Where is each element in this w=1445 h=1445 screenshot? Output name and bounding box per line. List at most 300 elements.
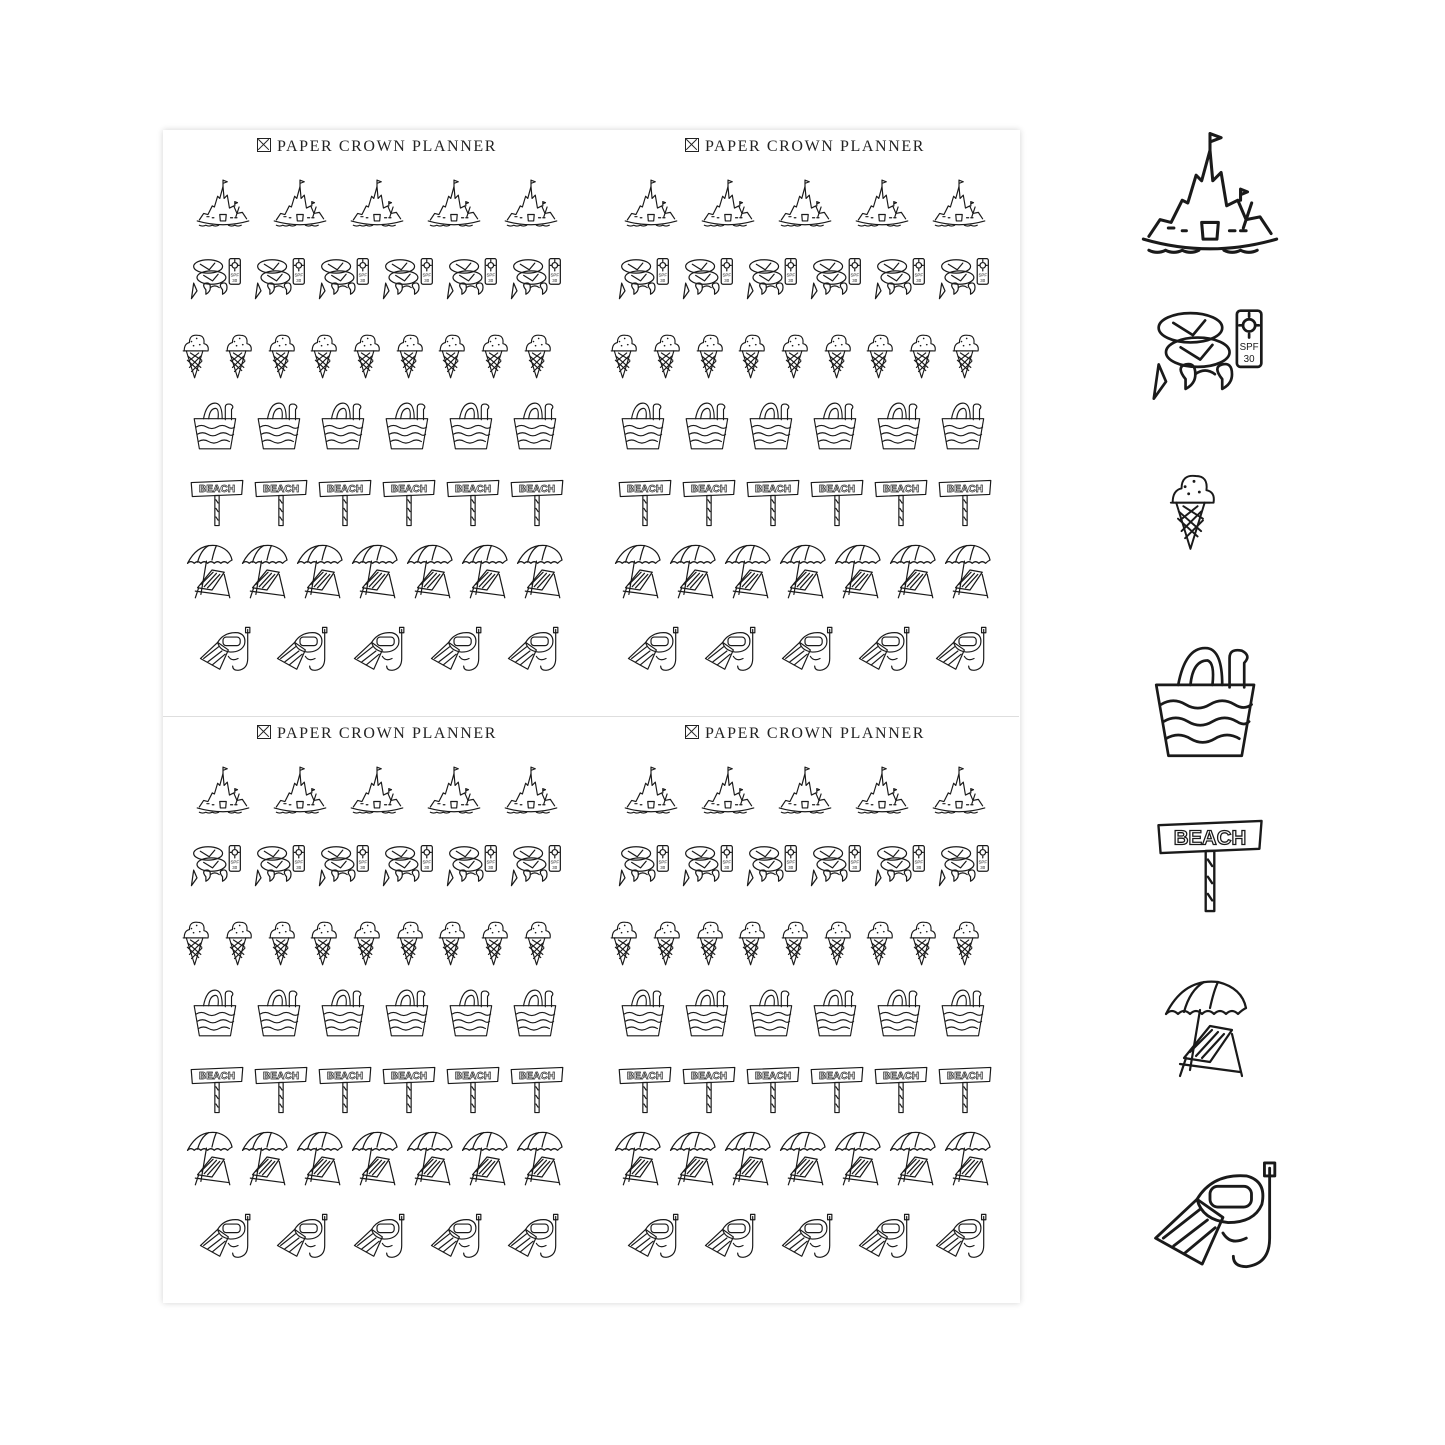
flipflops-sunscreen-sunglasses-icon <box>507 839 567 899</box>
svg-text:BEACH: BEACH <box>626 484 664 496</box>
sandcastle-icon <box>271 765 329 823</box>
sticker <box>379 252 439 312</box>
snorkel-gear-icon <box>425 622 483 680</box>
sticker <box>512 540 572 600</box>
svg-text:BEACH: BEACH <box>1173 827 1247 850</box>
svg-text:SPF: SPF <box>422 859 432 865</box>
sticker <box>937 398 993 454</box>
sticker <box>379 839 439 899</box>
sticker <box>872 1061 930 1119</box>
svg-text:SPF: SPF <box>978 272 988 278</box>
sandcastle-icon <box>776 178 834 236</box>
sticker <box>237 1127 297 1187</box>
sticker <box>679 252 739 312</box>
svg-text:SPF: SPF <box>422 272 432 278</box>
sticker <box>808 1061 866 1119</box>
sticker <box>381 398 437 454</box>
svg-text:SPF: SPF <box>658 859 668 865</box>
sticker <box>502 622 560 680</box>
svg-text:SPF: SPF <box>850 272 860 278</box>
sticker <box>348 1209 406 1267</box>
sticker <box>872 474 930 532</box>
beach-bag-icon <box>317 398 373 454</box>
sandcastle-icon <box>271 178 329 236</box>
sticker <box>194 765 252 823</box>
sticker <box>615 839 675 899</box>
sticker <box>253 985 309 1041</box>
sticker-sheets <box>163 130 1020 1303</box>
svg-text:BEACH: BEACH <box>946 1071 984 1083</box>
brand-name: PAPER CROWN PLANNER <box>276 138 498 155</box>
beach-bag-icon <box>873 398 929 454</box>
svg-text:30: 30 <box>232 278 238 283</box>
svg-text:30: 30 <box>660 278 666 283</box>
brand-header <box>591 138 1019 156</box>
svg-text:BEACH: BEACH <box>454 484 492 496</box>
sticker <box>948 326 1004 382</box>
sticker <box>507 839 567 899</box>
sticker <box>935 252 995 312</box>
sticker <box>292 1127 352 1187</box>
sticker <box>315 252 375 312</box>
flipflops-sunscreen-sunglasses-icon <box>507 252 567 312</box>
svg-text:30: 30 <box>360 865 366 870</box>
sticker <box>444 1061 502 1119</box>
svg-text:30: 30 <box>916 278 922 283</box>
sticker <box>885 1127 945 1187</box>
svg-text:30: 30 <box>488 278 494 283</box>
svg-text:BEACH: BEACH <box>518 1071 556 1083</box>
beach-bag-icon <box>445 398 501 454</box>
svg-text:30: 30 <box>296 865 302 870</box>
flipflops-sunscreen-sunglasses-icon <box>679 839 739 899</box>
sandcastle-icon <box>502 765 560 823</box>
svg-text:SPF: SPF <box>1239 341 1259 353</box>
svg-text:SPF: SPF <box>658 272 668 278</box>
beach-bag-icon <box>937 985 993 1041</box>
flipflops-sunscreen-sunglasses-icon <box>615 252 675 312</box>
sticker <box>853 765 911 823</box>
sticker <box>871 839 931 899</box>
sticker <box>775 540 835 600</box>
svg-text:SPF: SPF <box>550 272 560 278</box>
sticker <box>616 474 674 532</box>
brand-header <box>163 725 591 743</box>
beach-sign-icon <box>744 1061 802 1119</box>
svg-text:BEACH: BEACH <box>326 1071 364 1083</box>
svg-text:30: 30 <box>552 865 558 870</box>
svg-text:BEACH: BEACH <box>390 1071 428 1083</box>
snorkel-gear-icon <box>271 622 329 680</box>
beach-chair-umbrella-icon <box>182 540 242 600</box>
sticker <box>665 1127 725 1187</box>
flipflops-sunscreen-sunglasses-icon <box>743 252 803 312</box>
sticker <box>699 765 757 823</box>
sticker-sheet <box>163 717 592 1303</box>
svg-text:BEACH: BEACH <box>754 484 792 496</box>
sticker <box>347 1127 407 1187</box>
beach-bag-icon <box>189 398 245 454</box>
beach-sign-icon <box>316 1061 374 1119</box>
sticker <box>187 252 247 312</box>
sticker <box>189 985 245 1041</box>
sticker <box>699 178 757 236</box>
svg-text:BEACH: BEACH <box>518 484 556 496</box>
flipflops-sunscreen-sunglasses-icon <box>871 839 931 899</box>
beach-chair-umbrella-icon <box>775 540 835 600</box>
brand-header <box>591 725 1019 743</box>
sticker <box>930 178 988 236</box>
sticker <box>853 622 911 680</box>
sticker <box>610 1127 670 1187</box>
flipflops-sunscreen-sunglasses-icon <box>315 839 375 899</box>
beach-sign-icon <box>936 1061 994 1119</box>
sticker <box>930 1209 988 1267</box>
sticker <box>189 398 245 454</box>
sticker <box>936 1061 994 1119</box>
sticker <box>188 1061 246 1119</box>
svg-text:BEACH: BEACH <box>754 1071 792 1083</box>
sticker <box>252 1061 310 1119</box>
flipflops-sunscreen-sunglasses-icon <box>743 839 803 899</box>
sticker <box>615 252 675 312</box>
sticker <box>699 1209 757 1267</box>
beach-chair-umbrella-icon <box>512 540 572 600</box>
svg-text:30: 30 <box>296 278 302 283</box>
sticker <box>445 985 501 1041</box>
sticker <box>776 1209 834 1267</box>
sticker <box>402 540 462 600</box>
sticker <box>182 540 242 600</box>
beach-chair-umbrella-icon <box>940 540 1000 600</box>
beach-sign-icon <box>872 474 930 532</box>
sticker <box>853 1209 911 1267</box>
sticker-sheet <box>591 130 1019 717</box>
sticker-sheet <box>591 717 1019 1303</box>
flipflops-sunscreen-sunglasses-icon <box>871 252 931 312</box>
beach-sign-icon <box>444 1061 502 1119</box>
preview-sticker <box>1162 460 1258 556</box>
beach-bag-icon <box>937 398 993 454</box>
beach-chair-umbrella-icon <box>182 1127 242 1187</box>
snorkel-gear-icon <box>622 1209 680 1267</box>
ice-cream-icon <box>520 913 576 969</box>
snorkel-gear-icon <box>776 1209 834 1267</box>
svg-text:SPF: SPF <box>486 859 496 865</box>
sticker <box>509 985 565 1041</box>
svg-text:30: 30 <box>788 865 794 870</box>
beach-bag-icon <box>745 985 801 1041</box>
sticker <box>930 622 988 680</box>
flipflops-sunscreen-sunglasses-icon <box>251 252 311 312</box>
sticker <box>807 252 867 312</box>
sticker <box>508 474 566 532</box>
snorkel-gear-icon <box>502 622 560 680</box>
sticker <box>348 622 406 680</box>
beach-chair-umbrella-icon <box>885 1127 945 1187</box>
sticker <box>936 474 994 532</box>
sticker <box>743 252 803 312</box>
snorkel-gear-icon <box>853 1209 911 1267</box>
sticker <box>508 1061 566 1119</box>
beach-chair-umbrella-icon <box>775 1127 835 1187</box>
svg-text:BEACH: BEACH <box>690 484 728 496</box>
beach-bag-icon <box>745 398 801 454</box>
sandcastle-icon <box>425 765 483 823</box>
flipflops-sunscreen-sunglasses-icon <box>315 252 375 312</box>
beach-sign-icon <box>188 474 246 532</box>
preview-sticker <box>1144 296 1276 428</box>
beach-bag-icon <box>681 398 737 454</box>
sticker <box>617 985 673 1041</box>
sandcastle-icon <box>348 178 406 236</box>
beach-chair-umbrella-icon <box>665 540 725 600</box>
svg-text:30: 30 <box>980 278 986 283</box>
sticker <box>347 540 407 600</box>
snorkel-gear-icon <box>271 1209 329 1267</box>
beach-sign-icon <box>1152 808 1268 924</box>
sticker <box>808 474 866 532</box>
sticker <box>194 622 252 680</box>
sticker <box>720 540 780 600</box>
svg-text:30: 30 <box>488 865 494 870</box>
sticker <box>425 765 483 823</box>
beach-sign-icon <box>936 474 994 532</box>
snorkel-gear-icon <box>502 1209 560 1267</box>
beach-chair-umbrella-icon <box>292 540 352 600</box>
svg-text:30: 30 <box>660 865 666 870</box>
sticker <box>380 474 438 532</box>
sticker <box>315 839 375 899</box>
sticker <box>617 398 673 454</box>
sticker <box>873 398 929 454</box>
sticker <box>381 985 437 1041</box>
snorkel-gear-icon <box>776 622 834 680</box>
flipflops-sunscreen-sunglasses-icon <box>807 839 867 899</box>
sticker <box>745 398 801 454</box>
beach-bag-icon <box>1144 636 1276 768</box>
sticker <box>443 252 503 312</box>
svg-text:BEACH: BEACH <box>946 484 984 496</box>
svg-text:30: 30 <box>852 278 858 283</box>
snorkel-gear-icon <box>853 622 911 680</box>
beach-chair-umbrella-icon <box>237 1127 297 1187</box>
sticker <box>616 1061 674 1119</box>
flipflops-sunscreen-sunglasses-icon <box>615 839 675 899</box>
sticker <box>251 839 311 899</box>
sticker <box>830 1127 890 1187</box>
svg-text:BEACH: BEACH <box>390 484 428 496</box>
crown-square-logo-icon <box>685 725 699 739</box>
sticker <box>520 326 576 382</box>
beach-sign-icon <box>872 1061 930 1119</box>
svg-text:BEACH: BEACH <box>326 484 364 496</box>
sticker <box>744 474 802 532</box>
snorkel-gear-icon <box>622 622 680 680</box>
sticker <box>252 474 310 532</box>
sticker <box>443 839 503 899</box>
sticker <box>194 1209 252 1267</box>
beach-sign-icon <box>808 1061 866 1119</box>
sticker <box>680 1061 738 1119</box>
sticker <box>853 178 911 236</box>
sticker <box>251 252 311 312</box>
sticker <box>622 178 680 236</box>
beach-bag-icon <box>317 985 373 1041</box>
sticker <box>182 1127 242 1187</box>
sticker <box>188 474 246 532</box>
beach-bag-icon <box>617 398 673 454</box>
sticker <box>809 398 865 454</box>
flipflops-sunscreen-sunglasses-icon <box>807 252 867 312</box>
beach-bag-icon <box>253 985 309 1041</box>
beach-bag-icon <box>809 398 865 454</box>
sticker <box>699 622 757 680</box>
beach-sign-icon <box>680 1061 738 1119</box>
flipflops-sunscreen-sunglasses-icon <box>187 839 247 899</box>
beach-chair-umbrella-icon <box>720 1127 780 1187</box>
beach-chair-umbrella-icon <box>402 1127 462 1187</box>
sandcastle-icon <box>502 178 560 236</box>
beach-chair-umbrella-icon <box>610 540 670 600</box>
svg-text:30: 30 <box>724 278 730 283</box>
beach-bag-icon <box>509 985 565 1041</box>
sticker <box>348 765 406 823</box>
sticker <box>681 985 737 1041</box>
sticker <box>402 1127 462 1187</box>
sandcastle-icon <box>699 178 757 236</box>
sticker <box>317 398 373 454</box>
beach-sign-icon <box>744 474 802 532</box>
svg-text:30: 30 <box>980 865 986 870</box>
svg-text:BEACH: BEACH <box>626 1071 664 1083</box>
svg-text:BEACH: BEACH <box>262 1071 300 1083</box>
sticker <box>507 252 567 312</box>
svg-text:BEACH: BEACH <box>690 1071 728 1083</box>
snorkel-gear-icon <box>194 622 252 680</box>
sticker <box>679 839 739 899</box>
sticker <box>948 913 1004 969</box>
svg-text:30: 30 <box>852 865 858 870</box>
svg-text:BEACH: BEACH <box>882 484 920 496</box>
beach-sign-icon <box>508 1061 566 1119</box>
beach-bag-icon <box>509 398 565 454</box>
sticker <box>744 1061 802 1119</box>
sandcastle-icon <box>622 178 680 236</box>
beach-sign-icon <box>616 474 674 532</box>
snorkel-gear-icon <box>699 622 757 680</box>
beach-chair-umbrella-icon <box>347 540 407 600</box>
sticker <box>871 252 931 312</box>
beach-sign-icon <box>616 1061 674 1119</box>
svg-text:BEACH: BEACH <box>198 484 236 496</box>
sticker <box>237 540 297 600</box>
sticker <box>253 398 309 454</box>
flipflops-sunscreen-sunglasses-icon <box>935 252 995 312</box>
beach-sign-icon <box>252 474 310 532</box>
sticker <box>610 540 670 600</box>
sandcastle-icon <box>930 765 988 823</box>
svg-text:SPF: SPF <box>230 272 240 278</box>
svg-text:30: 30 <box>424 865 430 870</box>
svg-text:BEACH: BEACH <box>818 484 856 496</box>
preview-sticker <box>1156 972 1264 1080</box>
svg-text:30: 30 <box>1243 354 1255 365</box>
brand-name: PAPER CROWN PLANNER <box>704 138 926 155</box>
sandcastle-icon <box>853 178 911 236</box>
beach-chair-umbrella-icon <box>457 540 517 600</box>
sticker <box>745 985 801 1041</box>
ice-cream-icon <box>520 326 576 382</box>
flipflops-sunscreen-sunglasses-icon <box>679 252 739 312</box>
beach-chair-umbrella-icon <box>830 1127 890 1187</box>
svg-text:BEACH: BEACH <box>818 1071 856 1083</box>
sticker <box>622 622 680 680</box>
svg-text:30: 30 <box>360 278 366 283</box>
sandcastle-icon <box>194 178 252 236</box>
sticker <box>935 839 995 899</box>
beach-bag-icon <box>445 985 501 1041</box>
sticker <box>680 474 738 532</box>
sticker <box>187 839 247 899</box>
brand-name: PAPER CROWN PLANNER <box>704 725 926 742</box>
beach-bag-icon <box>381 985 437 1041</box>
svg-text:SPF: SPF <box>358 272 368 278</box>
beach-chair-umbrella-icon <box>512 1127 572 1187</box>
preview-sticker <box>1152 808 1268 924</box>
sticker <box>873 985 929 1041</box>
sandcastle-icon <box>776 765 834 823</box>
sticker <box>271 178 329 236</box>
sticker <box>271 622 329 680</box>
sticker <box>776 178 834 236</box>
sticker <box>809 985 865 1041</box>
sandcastle-icon <box>622 765 680 823</box>
beach-sign-icon <box>380 474 438 532</box>
beach-chair-umbrella-icon <box>292 1127 352 1187</box>
beach-sign-icon <box>316 474 374 532</box>
sticker <box>502 765 560 823</box>
snorkel-gear-icon <box>1140 1150 1280 1290</box>
beach-chair-umbrella-icon <box>347 1127 407 1187</box>
svg-text:SPF: SPF <box>914 859 924 865</box>
sticker <box>502 178 560 236</box>
beach-chair-umbrella-icon <box>885 540 945 600</box>
sticker <box>622 765 680 823</box>
svg-text:30: 30 <box>424 278 430 283</box>
svg-text:BEACH: BEACH <box>262 484 300 496</box>
snorkel-gear-icon <box>699 1209 757 1267</box>
svg-text:30: 30 <box>552 278 558 283</box>
sticker <box>512 1127 572 1187</box>
sticker <box>380 1061 438 1119</box>
sticker <box>425 178 483 236</box>
beach-bag-icon <box>381 398 437 454</box>
sticker <box>444 474 502 532</box>
sticker <box>425 622 483 680</box>
snorkel-gear-icon <box>348 1209 406 1267</box>
beach-bag-icon <box>189 985 245 1041</box>
flipflops-sunscreen-sunglasses-icon <box>251 839 311 899</box>
crown-square-logo-icon <box>257 725 271 739</box>
brand-header <box>163 138 591 156</box>
svg-text:SPF: SPF <box>786 272 796 278</box>
sticker <box>940 1127 1000 1187</box>
sticker <box>317 985 373 1041</box>
beach-chair-umbrella-icon <box>237 540 297 600</box>
sticker <box>885 540 945 600</box>
sticker <box>720 1127 780 1187</box>
